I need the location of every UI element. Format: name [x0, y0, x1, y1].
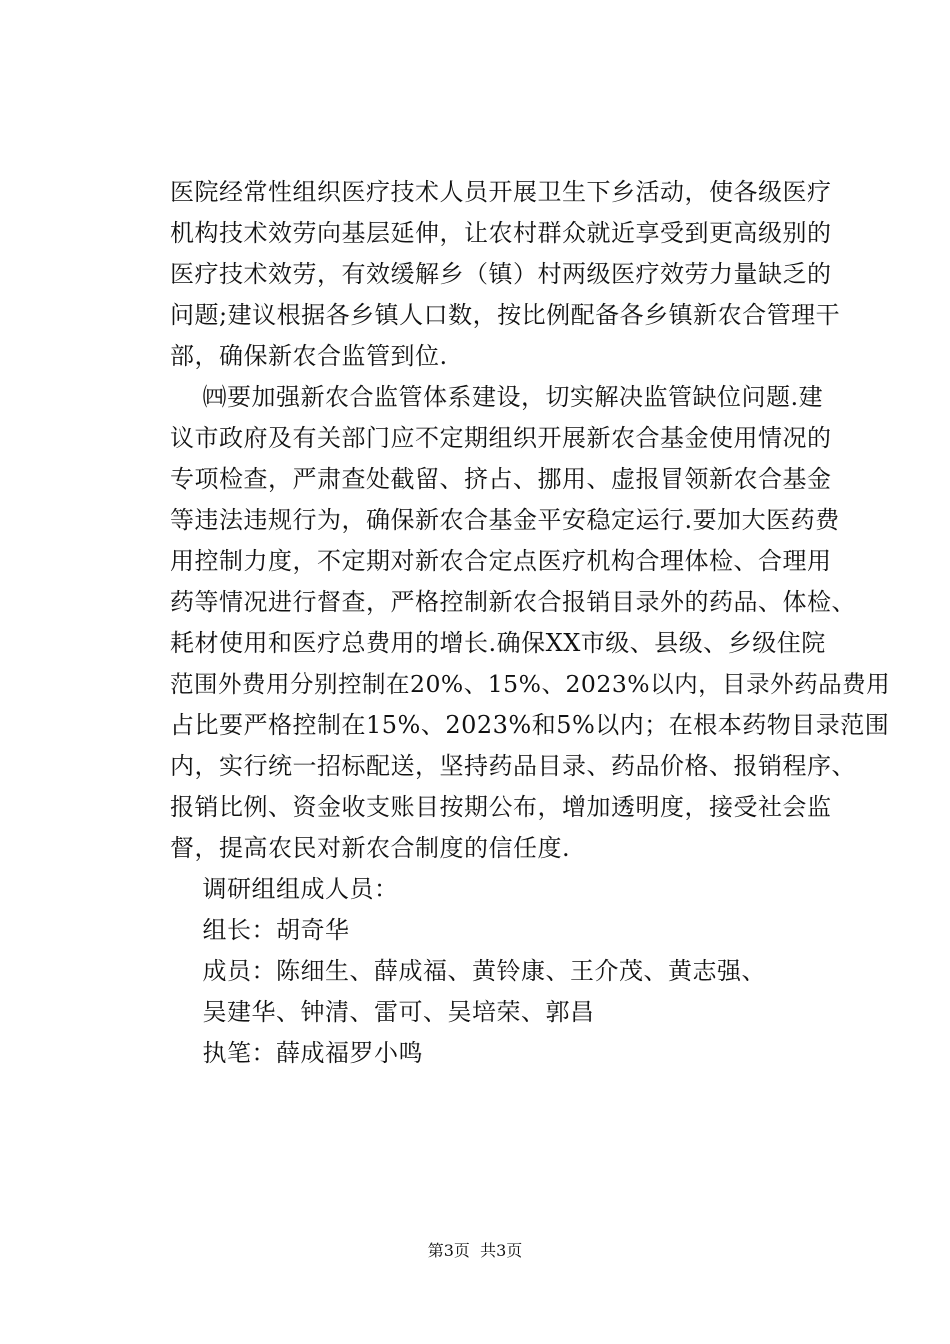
- text-line: 用控制力度，不定期对新农合定点医疗机构合理体检、合理用: [170, 547, 832, 575]
- text-line: 专项检查，严肃查处截留、挤占、挪用、虚报冒领新农合基金: [170, 465, 832, 493]
- text-line: 报销比例、资金收支账目按期公布，增加透明度，接受社会监: [170, 793, 832, 821]
- text-line: 占比要严格控制在15%、2023%和5%以内；在根本药物目录范围: [170, 711, 890, 739]
- text-line: 医院经常性组织医疗技术人员开展卫生下乡活动，使各级医疗: [170, 178, 832, 206]
- text-line: 等违法违规行为，确保新农合基金平安稳定运行.要加大医药费: [170, 506, 840, 534]
- document-body: [170, 172, 890, 1074]
- team-members: 成员：陈细生、薛成福、黄铃康、王介茂、黄志强、: [170, 957, 767, 985]
- text-line: 督，提高农民对新农合制度的信任度.: [170, 834, 571, 862]
- text-line: 耗材使用和医疗总费用的增长.确保XX市级、县级、乡级住院: [170, 629, 826, 657]
- team-writers: 执笔：薛成福罗小鸣: [170, 1039, 424, 1067]
- text-line: ㈣要加强新农合监管体系建设，切实解决监管缺位问题.建: [170, 383, 824, 411]
- text-line: 问题;建议根据各乡镇人口数，按比例配备各乡镇新农合管理干: [170, 301, 841, 329]
- text-line: 医疗技术效劳，有效缓解乡（镇）村两级医疗效劳力量缺乏的: [170, 260, 832, 288]
- text-line: 部，确保新农合监管到位.: [170, 342, 448, 370]
- team-leader: 组长：胡奇华: [170, 916, 350, 944]
- team-heading: 调研组组成人员：: [170, 875, 399, 903]
- text-line: 内，实行统一招标配送，坚持药品目录、药品价格、报销程序、: [170, 752, 856, 780]
- text-line: 机构技术效劳向基层延伸，让农村群众就近享受到更高级别的: [170, 219, 832, 247]
- text-line: 药等情况进行督查，严格控制新农合报销目录外的药品、体检、: [170, 588, 856, 616]
- text-line: 范围外费用分别控制在20%、15%、2023%以内，目录外药品费用: [170, 670, 891, 698]
- page-number: 第3页 共3页: [427, 1241, 523, 1260]
- text-line: 议市政府及有关部门应不定期组织开展新农合基金使用情况的: [170, 424, 832, 452]
- team-members-continued: 吴建华、钟清、雷可、吴培荣、郭昌: [170, 998, 595, 1026]
